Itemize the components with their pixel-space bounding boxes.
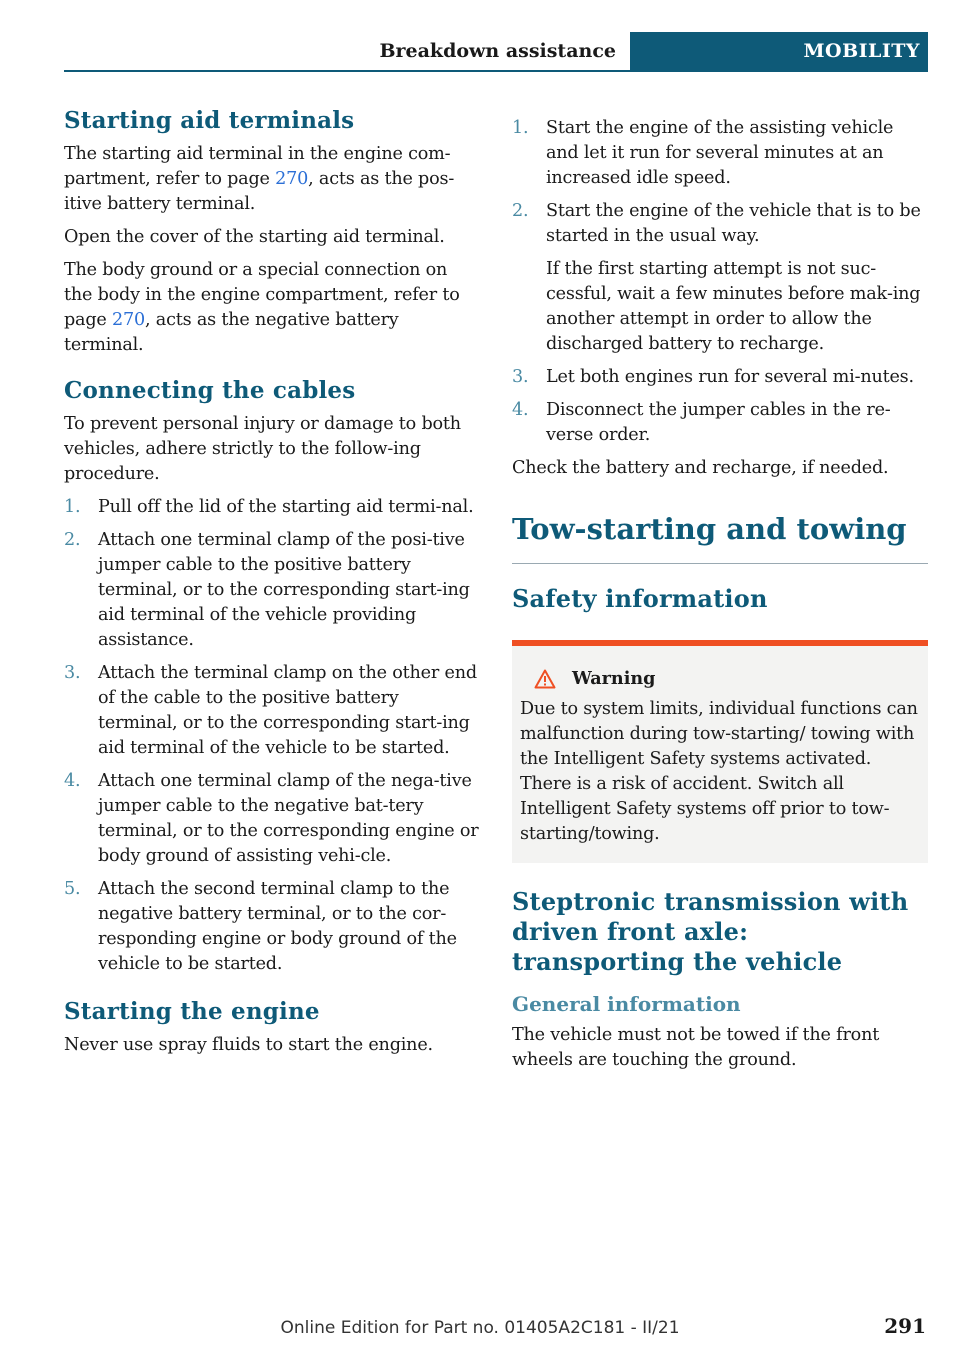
connecting-steps-list (64, 495, 480, 977)
warning-title (520, 666, 918, 691)
step-text: Let both engines run for several mi‐nutes. (546, 367, 914, 387)
page-link-270[interactable]: 270 (112, 310, 146, 330)
footer-edition: Online Edition for Part no. 01405A2C181 - II/21 (280, 1318, 680, 1338)
step-number: 1. (512, 118, 529, 138)
text-run: The starting aid terminal in the engine com‐partment, refer to page (64, 144, 451, 189)
step-subparagraph: If the first starting attempt is not suc‐cessful, wait a few minutes before mak‐ing another attempt in order to allow the discharged battery to recharge. (546, 259, 921, 354)
step-text: Start the engine of the assisting vehicle and let it run for several minutes at an increased idle speed. (546, 118, 894, 188)
list-item (64, 495, 480, 520)
step-number: 4. (64, 771, 81, 791)
paragraph-terminals-3 (64, 258, 480, 358)
running-header-chapter: MOBILITY (630, 32, 928, 70)
step-number: 1. (64, 497, 81, 517)
left-column (64, 106, 480, 1066)
step-text: Disconnect the jumper cables in the re‐verse order. (546, 400, 891, 445)
heading-tow-starting: Tow-starting and towing (512, 511, 928, 564)
step-text: Start the engine of the vehicle that is to be started in the usual way. (546, 201, 921, 246)
paragraph-terminals-2: Open the cover of the starting aid terminal. (64, 227, 445, 247)
list-item (512, 398, 928, 448)
page-link-270[interactable]: 270 (275, 169, 309, 189)
text-run: The body ground or a special connection on the body in the engine compartment, refer to page (64, 260, 460, 330)
heading-starting-aid-terminals: Starting aid terminals (64, 107, 355, 134)
list-item (512, 199, 928, 357)
starting-steps-list (512, 116, 928, 448)
warning-box (512, 640, 928, 863)
warning-triangle-icon (534, 669, 556, 689)
step-number: 3. (512, 367, 529, 387)
step-number: 3. (64, 663, 81, 683)
step-number: 2. (64, 530, 81, 550)
list-item (512, 365, 928, 390)
paragraph-general: The vehicle must not be towed if the front wheels are touching the ground. (512, 1025, 880, 1070)
heading-connecting-cables: Connecting the cables (64, 377, 356, 404)
paragraph-cables-intro: To prevent personal injury or damage to both vehicles, adhere strictly to the follow‐ing procedure. (64, 414, 461, 484)
warning-text: Due to system limits, individual functions can malfunction during tow-starting/ towing with the Intelligent Safety systems activated. There is a risk of accident. Switch all Intelligent Safety systems off prior to tow-starting/towing. (520, 699, 918, 844)
step-number: 2. (512, 201, 529, 221)
heading-steptronic: Steptronic transmission with driven front axle: transporting the vehicle (512, 887, 909, 976)
step-text: Attach the second terminal clamp to the negative battery terminal, or to the cor‐responding engine or body ground of the vehicle to be started. (98, 879, 457, 974)
page-number: 291 (884, 1314, 926, 1338)
step-number: 4. (512, 400, 529, 420)
list-item (64, 877, 480, 977)
heading-safety-information: Safety information (512, 584, 768, 613)
paragraph-check-battery: Check the battery and recharge, if needed. (512, 458, 889, 478)
heading-general-information: General information (512, 992, 741, 1016)
list-item (64, 661, 480, 761)
step-text: Attach one terminal clamp of the posi‐tive jumper cable to the positive battery terminal, or to the corresponding start‐ing aid terminal of the vehicle providing assistance. (98, 530, 470, 650)
step-text: Pull off the lid of the starting aid termi‐nal. (98, 497, 474, 517)
step-text: Attach one terminal clamp of the nega‐tive jumper cable to the negative bat‐tery terminal, or to the corresponding engine or body ground of assisting vehi‐cle. (98, 771, 479, 866)
paragraph-terminals-1 (64, 142, 480, 217)
running-header-section: Breakdown assistance (379, 40, 616, 62)
text-run: , acts as the negative battery terminal. (64, 310, 399, 355)
list-item (64, 769, 480, 869)
right-column (512, 106, 928, 1081)
header-rule (64, 70, 928, 72)
text-run: , acts as the pos‐itive battery terminal. (64, 169, 455, 214)
list-item (512, 116, 928, 191)
step-number: 5. (64, 879, 81, 899)
list-item (64, 528, 480, 653)
heading-starting-engine: Starting the engine (64, 998, 320, 1025)
step-text: Attach the terminal clamp on the other end of the cable to the positive battery terminal, or to the corresponding start‐ing aid terminal of the vehicle to be started. (98, 663, 477, 758)
warning-label: Warning (572, 668, 656, 689)
paragraph-engine: Never use spray fluids to start the engine. (64, 1035, 433, 1055)
